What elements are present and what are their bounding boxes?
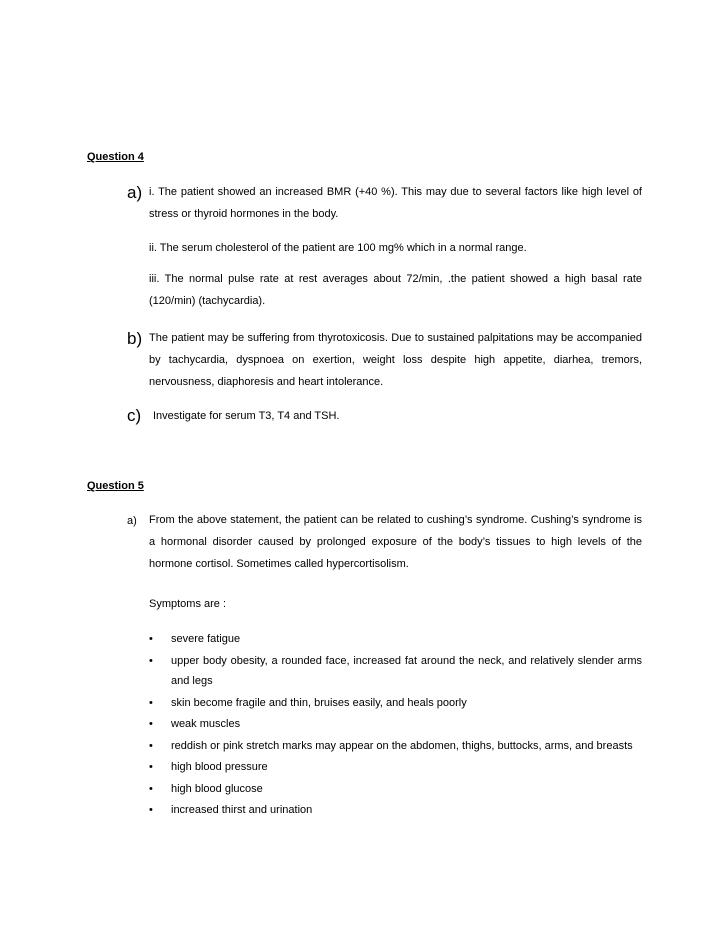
list-item: • increased thirst and urination — [149, 800, 642, 821]
list-item: • high blood glucose — [149, 779, 642, 800]
list-item: • high blood pressure — [149, 757, 642, 778]
q4-a-iii-text: iii. The normal pulse rate at rest averages about 72/min, .the patient showed a high basal rate (120/min) (tachycardia). — [149, 273, 642, 307]
bullet-icon: • — [149, 739, 153, 752]
bullet-icon: • — [149, 718, 153, 730]
bullet-icon: • — [149, 633, 153, 645]
list-item: • skin become fragile and thin, bruises easily, and heals poorly — [149, 693, 642, 714]
q4-b-text: The patient may be suffering from thyrotoxicosis. Due to sustained palpitations may be accompanied by tachycardia, dyspnoea on exertion, weight loss despite high appetite, diarhea, tremors, nervousness, diaphoresis and heart intolerance. — [149, 332, 642, 388]
bullet-icon: • — [149, 761, 153, 773]
q4-c-marker: c) — [127, 406, 142, 425]
question-5-heading: Question 5 — [87, 480, 144, 492]
q4-a-marker: a) — [127, 183, 143, 202]
bullet-icon: • — [149, 696, 153, 709]
q4-a-i-text: i. The patient showed an increased BMR (+40 %). This may due to several factors like high level of stress or thyroid hormones in the body. — [149, 186, 642, 220]
list-item: • upper body obesity, a rounded face, increased fat around the neck, and relatively slender arms and legs — [149, 651, 642, 692]
q5-a-marker: a) — [127, 515, 137, 527]
q4-a-ii-text: ii. The serum cholesterol of the patient are 100 mg% which in a normal range. — [149, 242, 527, 254]
bullet-icon: • — [149, 654, 153, 667]
symptoms-list — [149, 629, 642, 822]
q5-a-text: From the above statement, the patient can be related to cushing’s syndrome. Cushing’s syndrome is a hormonal disorder caused by prolonged exposure of the body’s tissues to high levels of the hormone cortisol. Sometimes called hypercortisolism. — [149, 514, 642, 570]
list-item: • severe fatigue — [149, 629, 642, 650]
question-4-heading: Question 4 — [87, 151, 144, 163]
q4-b-marker: b) — [127, 329, 143, 348]
bullet-icon: • — [149, 804, 153, 816]
list-item: • reddish or pink stretch marks may appear on the abdomen, thighs, buttocks, arms, and breasts — [149, 736, 642, 757]
list-item: • weak muscles — [149, 714, 642, 735]
q4-c-text: Investigate for serum T3, T4 and TSH. — [153, 410, 340, 422]
symptoms-label: Symptoms are : — [149, 598, 227, 610]
bullet-icon: • — [149, 782, 153, 795]
